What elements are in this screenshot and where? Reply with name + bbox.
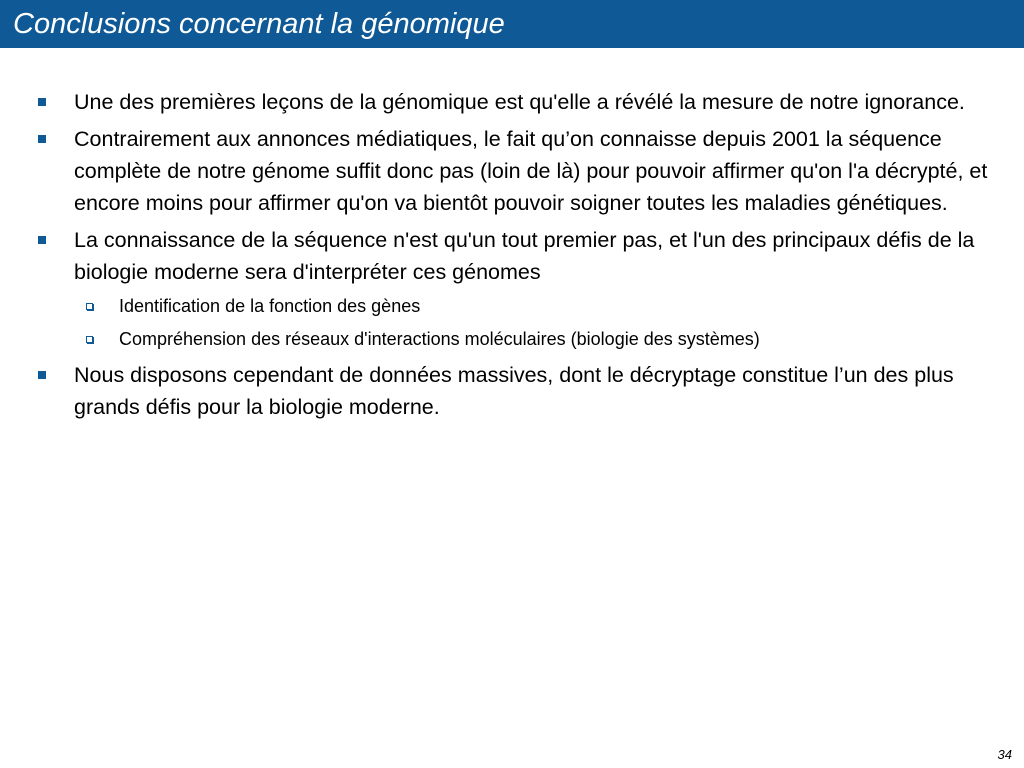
bullet-text: Nous disposons cependant de données massives, dont le décryptage constitue l’un des plus grands défis pour la biologie moderne. xyxy=(74,363,954,419)
sub-bullet-item xyxy=(0,293,1024,320)
sub-bullet-text: Compréhension des réseaux d'interactions moléculaires (biologie des systèmes) xyxy=(119,329,760,349)
bullet-item xyxy=(0,224,1024,288)
square-bullet-icon xyxy=(38,135,46,143)
slide-title: Conclusions concernant la génomique xyxy=(13,8,505,40)
square-bullet-icon xyxy=(38,98,46,106)
bullet-item xyxy=(0,86,1024,118)
hollow-square-bullet-icon xyxy=(86,336,93,343)
bullet-item xyxy=(0,359,1024,423)
bullet-item xyxy=(0,123,1024,219)
bullet-text: Contrairement aux annonces médiatiques, le fait qu’on connaisse depuis 2001 la séquence complète de notre génome suffit donc pas (loin de là) pour pouvoir affirmer qu'on l'a décrypté, et encore moins pour affirmer qu'on va bientôt pouvoir soigner toutes les maladies génétiques. xyxy=(74,127,988,215)
bullet-text: La connaissance de la séquence n'est qu'un tout premier pas, et l'un des principaux défis de la biologie moderne sera d'interpréter ces génomes xyxy=(74,228,975,284)
sub-bullet-item xyxy=(0,326,1024,353)
slide-content xyxy=(0,86,1024,428)
square-bullet-icon xyxy=(38,371,46,379)
bullet-text: Une des premières leçons de la génomique est qu'elle a révélé la mesure de notre ignorance. xyxy=(74,90,965,114)
page-number: 34 xyxy=(997,747,1012,762)
square-bullet-icon xyxy=(38,236,46,244)
hollow-square-bullet-icon xyxy=(86,303,93,310)
title-bar xyxy=(0,0,1024,48)
sub-bullet-text: Identification de la fonction des gènes xyxy=(119,296,421,316)
